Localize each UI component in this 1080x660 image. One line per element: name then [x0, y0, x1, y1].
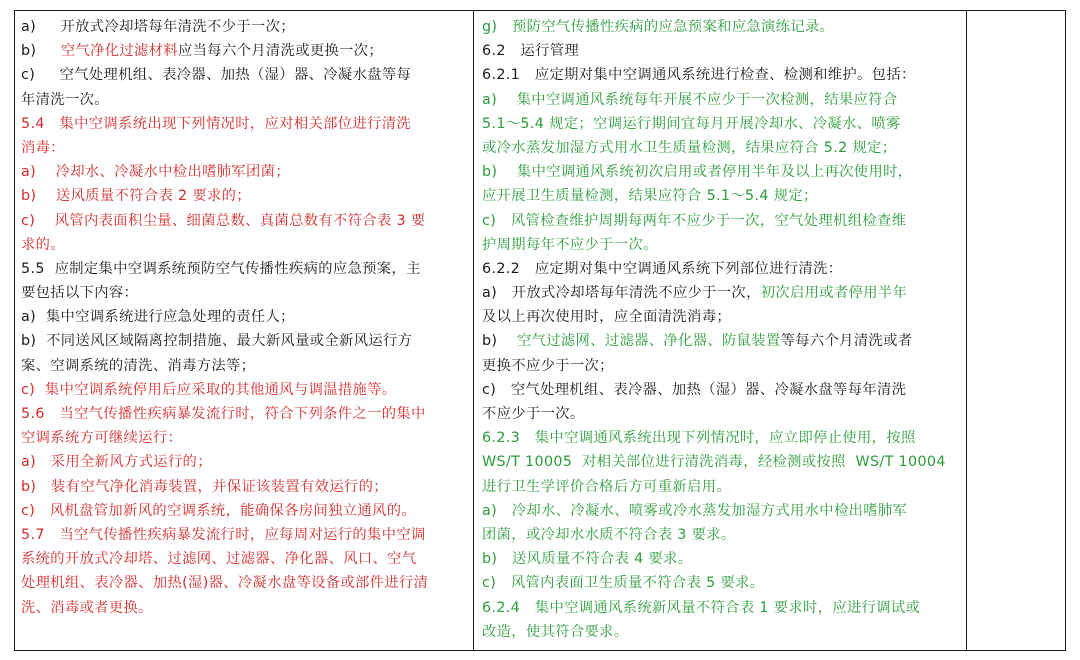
text-line [21, 499, 467, 523]
text-line [482, 184, 960, 208]
text-run: 5.1～5.4 规定；空调运行期间宜每月开展冷却水、冷凝水、喷雾 [482, 115, 901, 132]
text-run: 5.6 当空气传播性疾病暴发流行时，符合下列条件之一的集中 [21, 406, 426, 422]
text-line [21, 63, 467, 87]
text-run: 进行卫生学评价合格后方可重新启用。 [482, 478, 731, 495]
text-line [21, 523, 467, 547]
text-run: 6.2.4 集中空调通风系统新风量不符合表 1 要求时，应进行调试或 [482, 599, 921, 616]
text-run: a) 集中空调系统进行应急处理的责任人； [21, 309, 295, 326]
text-run: 或冷水蒸发加湿方式用水卫生质量检测，结果应符合 5.2 规定； [482, 139, 897, 156]
text-line [482, 305, 960, 329]
text-line [21, 184, 467, 208]
text-line [21, 402, 467, 426]
text-line [21, 596, 467, 620]
text-line [482, 63, 960, 87]
text-line [482, 15, 960, 39]
text-run: a) 集中空调通风系统每年开展不应少于一次检测，结果应符合 [482, 91, 898, 108]
text-run: 应当每六个月清洗或更换一次； [178, 43, 384, 60]
text-line [21, 281, 467, 305]
text-line [21, 426, 467, 450]
text-run: c) 空气处理机组、表冷器、加热（湿）器、冷凝水盘等每年清洗 [482, 381, 907, 398]
text-line [21, 329, 467, 353]
text-run: b) 不同送风区域隔离控制措施、最大新风量或全新风运行方 [21, 333, 413, 350]
text-line [482, 354, 960, 378]
text-run: 团菌，或冷却水水质不符合表 3 要求。 [482, 526, 736, 543]
text-line [21, 571, 467, 595]
text-line [482, 88, 960, 112]
text-line [21, 112, 467, 136]
text-line [21, 136, 467, 160]
text-line [21, 257, 467, 281]
text-line [482, 596, 960, 620]
left-column-cell [15, 11, 474, 650]
text-run: 6.2.3 集中空调通风系统出现下列情况时，应立即停止使用，按照 [482, 430, 916, 447]
text-line [21, 378, 467, 402]
text-run: g) 预防空气传播性疾病的应急预案和应急演练记录。 [482, 19, 835, 35]
text-run: 空气过滤网、过滤器、净化器、防鼠装置 [516, 333, 781, 350]
text-line [21, 305, 467, 329]
text-line [482, 257, 960, 281]
text-line [21, 547, 467, 571]
text-run: 6.2 运行管理 [482, 43, 580, 60]
text-run: 5.4 集中空调系统出现下列情况时，应对相关部位进行清洗 [21, 115, 411, 132]
text-line [482, 450, 960, 474]
text-run: a) 开放式冷却塔每年清洗不少于一次； [21, 19, 295, 35]
text-run: 要包括以下内容： [21, 285, 139, 302]
text-run: c) 风管内表面卫生质量不符合表 5 要求。 [482, 575, 765, 592]
text-line [482, 426, 960, 450]
text-run: 应开展卫生质量检测，结果应符合 5.1～5.4 规定； [482, 188, 818, 205]
text-run: 消毒： [21, 139, 65, 156]
text-line [482, 402, 960, 426]
text-run: c) 风管检查维护周期每两年不应少于一次，空气处理机组检查维 [482, 212, 907, 229]
text-run: 改造，使其符合要求。 [482, 623, 629, 640]
text-run: b) [482, 333, 517, 350]
text-line [482, 571, 960, 595]
text-run: c) 风管内表面积尘量、细菌总数、真菌总数有不符合表 3 要 [21, 212, 426, 229]
text-run: a) 冷却水、冷凝水中检出嗜肺军团菌； [21, 164, 290, 181]
text-run: 护周期每年不应少于一次。 [482, 236, 658, 253]
text-run: b) [21, 43, 61, 60]
text-run: b) 装有空气净化消毒装置，并保证该装置有效运行的； [21, 478, 388, 495]
text-run: 6.2.1 应定期对集中空调通风系统进行检查、检测和维护。包括： [482, 67, 916, 84]
text-line [21, 160, 467, 184]
text-line [482, 475, 960, 499]
text-line [21, 15, 467, 39]
text-line [21, 233, 467, 257]
text-line [482, 160, 960, 184]
text-line [482, 209, 960, 233]
text-run: 及以上再次使用时，应全面清洗消毒； [482, 309, 731, 326]
right-column-cell [967, 11, 1065, 650]
text-line [482, 136, 960, 160]
text-line [482, 547, 960, 571]
text-run: 年清洗一次。 [21, 91, 109, 108]
text-line [482, 523, 960, 547]
text-run: 初次启用或者停用半年 [760, 285, 908, 302]
text-run: b) 送风质量不符合表 4 要求。 [482, 551, 693, 568]
text-run: a) 冷却水、冷凝水、喷雾或冷水蒸发加湿方式用水中检出嗜肺军 [482, 502, 908, 519]
text-run: c) 空气处理机组、表冷器、加热（湿）器、冷凝水盘等每 [21, 67, 412, 84]
comparison-table [14, 10, 1066, 651]
text-line [482, 620, 960, 644]
text-run: 洗、消毒或者更换。 [21, 599, 153, 616]
text-run: 6.2.2 应定期对集中空调通风系统下列部位进行清洗： [482, 260, 843, 277]
middle-column-cell [474, 11, 967, 650]
text-run: 5.7 当空气传播性疾病暴发流行时，应每周对运行的集中空调 [21, 526, 426, 543]
text-run: 案、空调系统的清洗、消毒方法等； [21, 357, 256, 374]
text-run: 5.5 应制定集中空调系统预防空气传播性疾病的应急预案，主 [21, 260, 421, 277]
text-run: 等每六个月清洗或者 [780, 333, 913, 350]
text-run: 更换不应少于一次； [482, 357, 614, 374]
text-run: c) 集中空调系统停用后应采取的其他通风与调温措施等。 [21, 381, 397, 398]
text-run: 系统的开放式冷却塔、过滤网、过滤器、净化器、风口、空气 [21, 551, 417, 568]
text-run: b) 集中空调通风系统初次启用或者停用半年及以上再次使用时， [482, 164, 913, 181]
text-run: WS/T 10005 对相关部位进行清洗消毒，经检测或按照 WS/T 10004 [482, 454, 946, 471]
text-line [482, 281, 960, 305]
text-line [21, 354, 467, 378]
text-line [482, 499, 960, 523]
text-line [482, 112, 960, 136]
text-run: a) 采用全新风方式运行的； [21, 454, 212, 471]
text-run: 求的。 [21, 236, 65, 253]
text-run: a) 开放式冷却塔每年清洗不应少于一次， [482, 285, 761, 302]
text-run: 不应少于一次。 [482, 406, 585, 422]
text-line [21, 475, 467, 499]
text-line [21, 39, 467, 63]
text-run: c) 风机盘管加新风的空调系统，能确保各房间独立通风的。 [21, 502, 416, 519]
text-line [482, 378, 960, 402]
text-line [21, 88, 467, 112]
text-run: 空气净化过滤材料 [60, 43, 179, 60]
text-line [482, 329, 960, 353]
text-line [21, 450, 467, 474]
text-run: 处理机组、表冷器、加热(湿)器、冷凝水盘等设备或部件进行清 [21, 575, 429, 592]
text-line [482, 233, 960, 257]
text-line [21, 209, 467, 233]
text-run: 空调系统方可继续运行： [21, 430, 183, 447]
text-run: b) 送风质量不符合表 2 要求的； [21, 188, 251, 205]
text-line [482, 39, 960, 63]
